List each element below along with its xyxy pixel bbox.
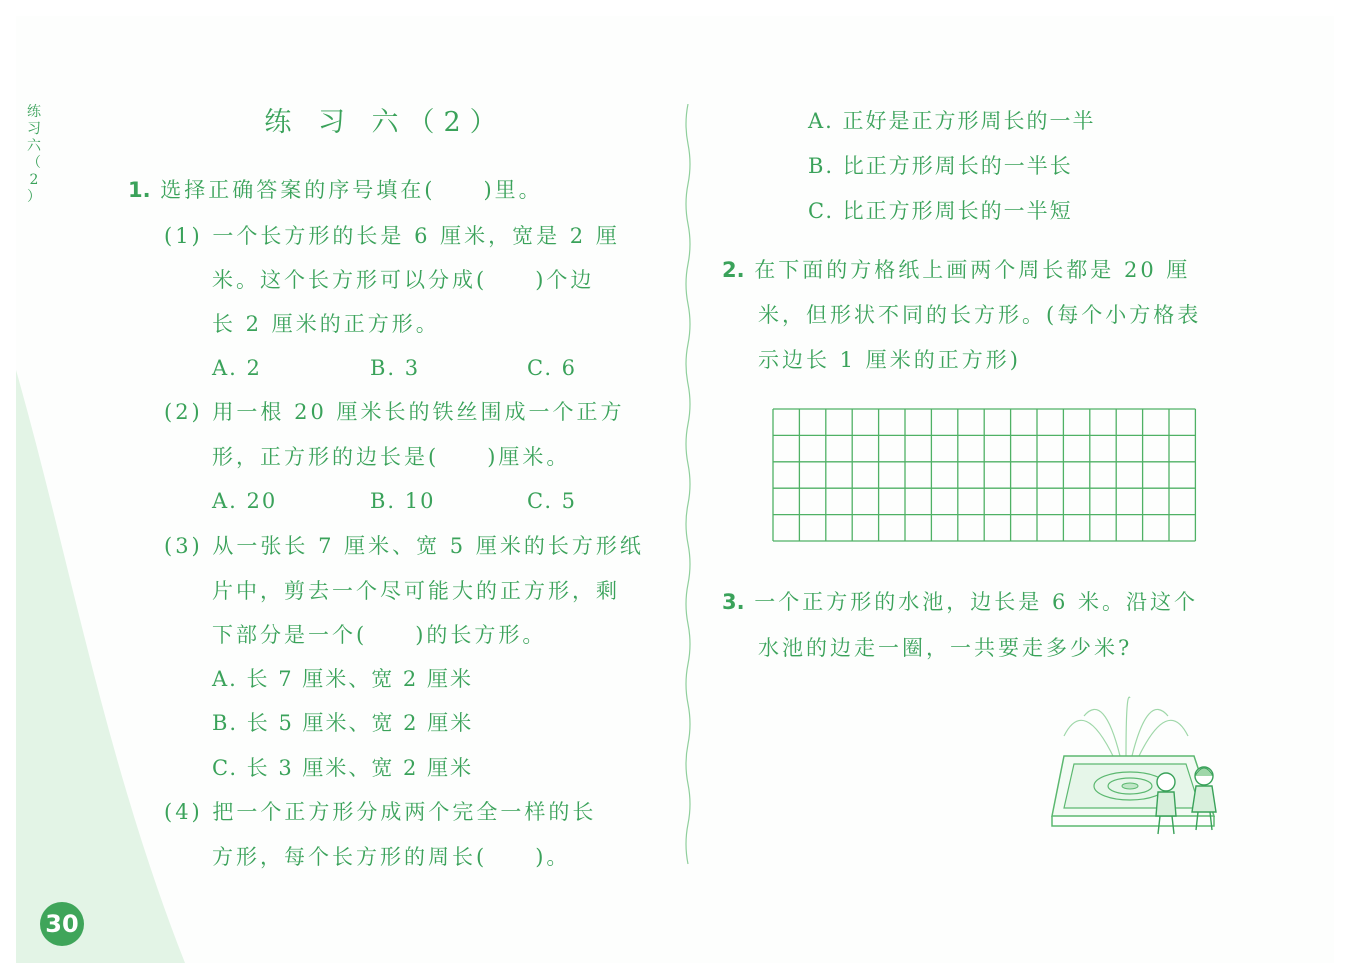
question-3-first-line — [722, 588, 1198, 616]
exercise-title: 练 习 六（2） — [264, 107, 506, 138]
answer-option: C. 5 — [527, 489, 578, 513]
question-line: 米。这个长方形可以分成( )个边 — [212, 268, 595, 292]
answer-option: A. 20 — [212, 489, 278, 513]
side-section-label — [24, 104, 44, 206]
column-divider — [682, 104, 698, 874]
question-2-first-line — [722, 256, 1190, 284]
square-grid-paper — [772, 408, 1202, 544]
answer-option: B. 10 — [370, 489, 436, 513]
side-label-char: 六 — [27, 138, 41, 154]
question-line: (2) 用一根 20 厘米长的铁丝围成一个正方 — [164, 400, 625, 424]
side-label-char: 2 — [29, 172, 39, 188]
answer-option: A. 长 7 厘米、宽 2 厘米 — [212, 667, 473, 691]
question-text: 一个正方形的水池，边长是 6 米。沿这个 — [754, 590, 1198, 614]
answer-option: B. 比正方形周长的一半长 — [808, 154, 1073, 178]
question-text: 选择正确答案的序号填在( )里。 — [160, 178, 543, 202]
answer-option: C. 比正方形周长的一半短 — [808, 199, 1073, 223]
side-label-char: 练 — [27, 104, 41, 120]
question-line: 米，但形状不同的长方形。(每个小方格表 — [758, 303, 1202, 327]
question-number: 2. — [722, 258, 745, 282]
question-text: 在下面的方格纸上画两个周长都是 20 厘 — [754, 258, 1191, 282]
question-line: 水池的边走一圈，一共要走多少米? — [758, 636, 1133, 660]
answer-option: C. 长 3 厘米、宽 2 厘米 — [212, 756, 474, 780]
side-label-char: ） — [27, 189, 41, 205]
side-label-char: 习 — [27, 121, 41, 137]
answer-option: A. 正好是正方形周长的一半 — [808, 109, 1096, 133]
question-line: (4) 把一个正方形分成两个完全一样的长 — [164, 800, 597, 824]
question-line: 片中，剪去一个尽可能大的正方形，剩 — [212, 579, 620, 603]
question-line: 示边长 1 厘米的正方形) — [758, 348, 1021, 372]
question-line: 方形，每个长方形的周长( )。 — [212, 845, 571, 869]
answer-option: B. 长 5 厘米、宽 2 厘米 — [212, 711, 474, 735]
question-line: 形，正方形的边长是( )厘米。 — [212, 445, 571, 469]
question-line: (3) 从一张长 7 厘米、宽 5 厘米的长方形纸 — [164, 534, 644, 558]
question-line: (1) 一个长方形的长是 6 厘米，宽是 2 厘 — [164, 224, 620, 248]
side-label-char: （ — [27, 155, 41, 171]
question-number: 1. — [128, 178, 151, 202]
answer-option: B. 3 — [370, 356, 421, 380]
question-line: 下部分是一个( )的长方形。 — [212, 623, 547, 647]
question-1-stem — [128, 176, 543, 204]
question-line: 长 2 厘米的正方形。 — [212, 312, 440, 336]
answer-option: A. 2 — [212, 356, 262, 380]
page-number-badge: 30 — [40, 902, 84, 946]
question-number: 3. — [722, 590, 745, 614]
answer-option: C. 6 — [527, 356, 578, 380]
fountain-pool-illustration — [1044, 696, 1224, 846]
